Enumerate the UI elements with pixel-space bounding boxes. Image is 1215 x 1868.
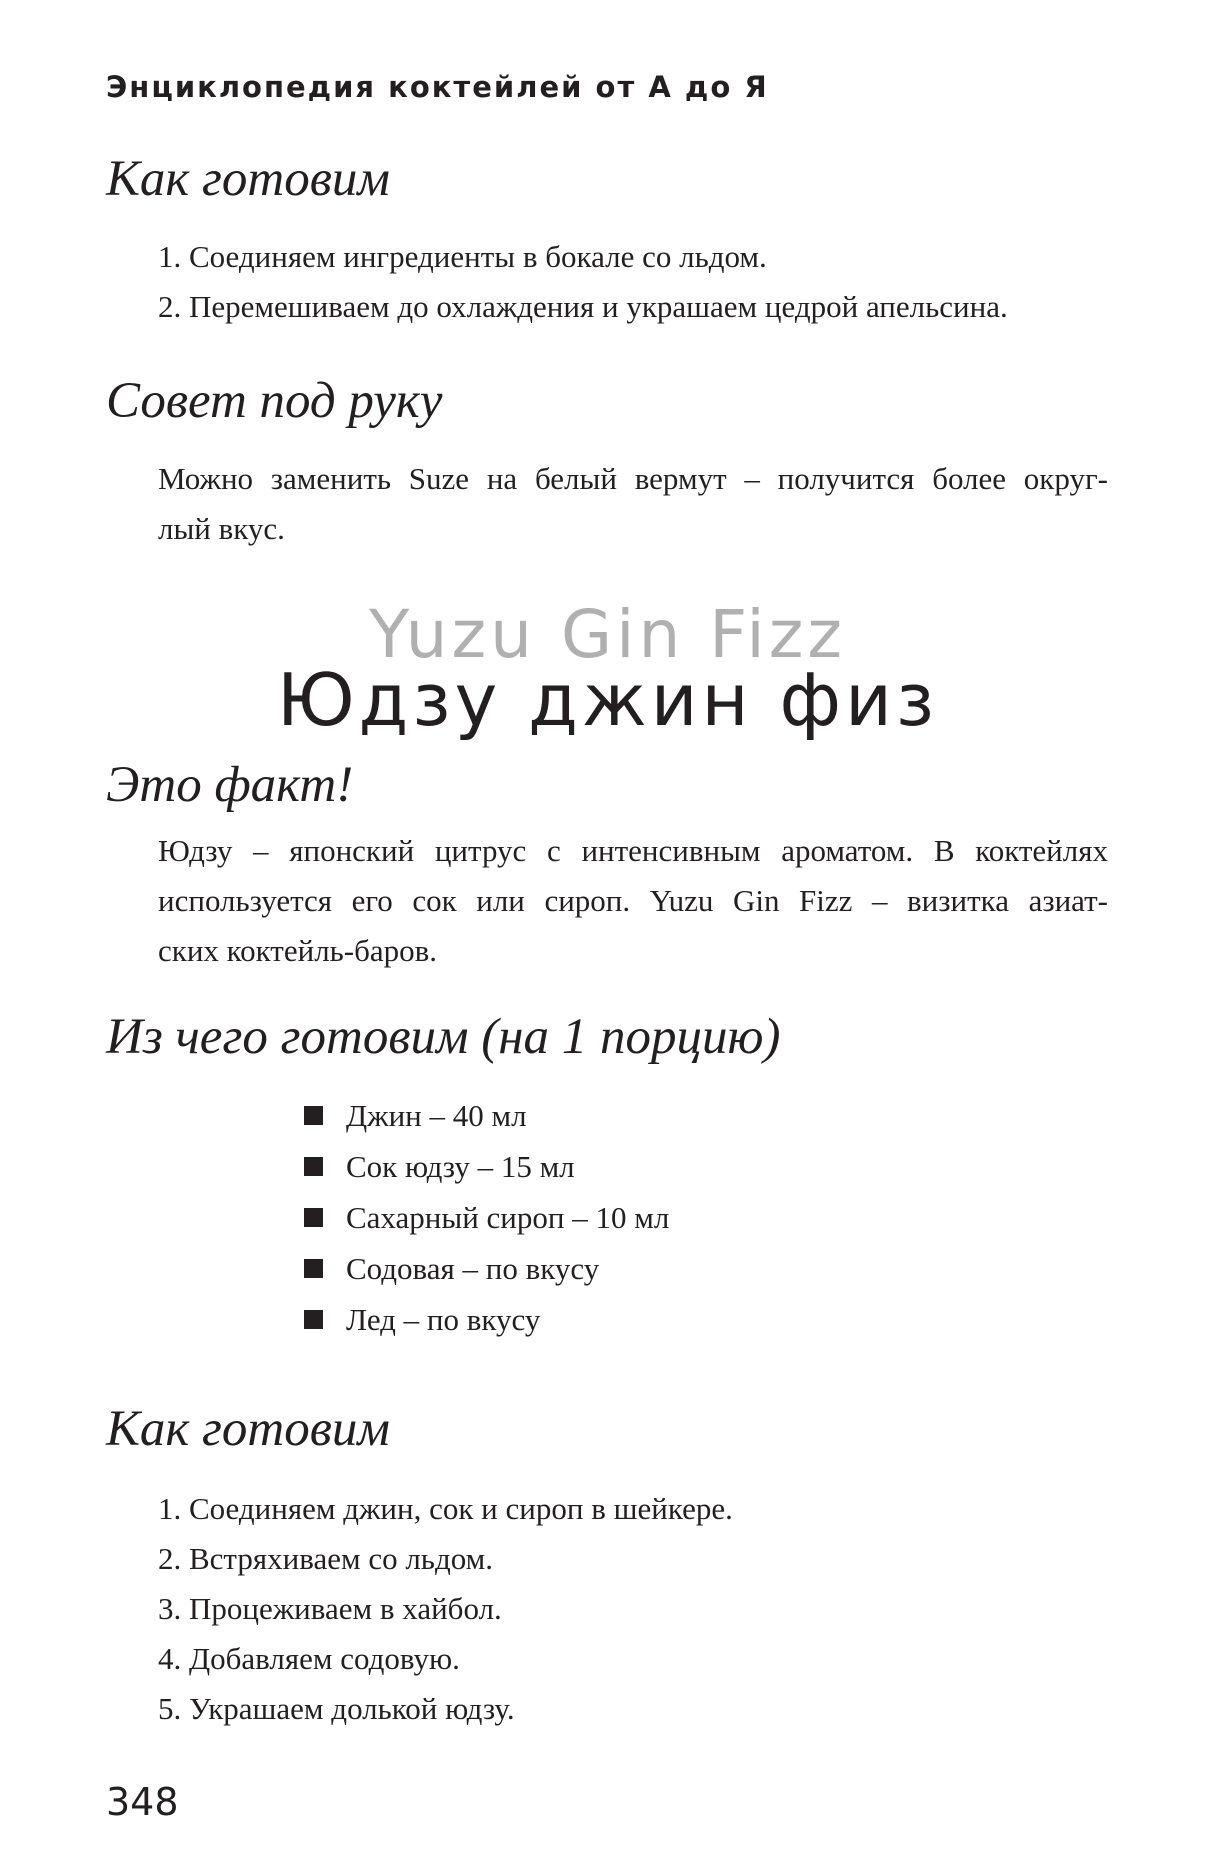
list-item: 5. Украшаем долькой юдзу. xyxy=(158,1691,515,1726)
paragraph-line: ских коктейль-баров. xyxy=(158,933,438,968)
running-header: Энциклопедия коктейлей от А до Я xyxy=(106,70,769,104)
ingredient-text: Лед – по вкусу xyxy=(346,1302,541,1337)
list-item xyxy=(304,1243,669,1294)
square-bullet-icon xyxy=(304,1208,323,1227)
ingredients-list xyxy=(304,1090,669,1345)
list-item xyxy=(304,1141,669,1192)
recipe-title-english: Yuzu Gin Fizz xyxy=(368,596,847,673)
section-heading-tip: Совет под руку xyxy=(106,373,443,429)
list-item xyxy=(304,1294,669,1345)
list-item: 1. Соединяем джин, сок и сироп в шейкере. xyxy=(158,1491,733,1526)
preparation-steps-list xyxy=(158,232,1008,332)
paragraph-line: Юдзу – японский цитрус с интенсивным ароматом. В коктейлях xyxy=(158,833,1108,868)
paragraph-line: Можно заменить Suze на белый вермут – получится более округ- xyxy=(158,461,1108,496)
ingredient-text: Сахарный сироп – 10 мл xyxy=(346,1200,670,1235)
section-heading-how-to-prepare: Как готовим xyxy=(106,151,390,207)
square-bullet-icon xyxy=(304,1157,323,1176)
square-bullet-icon xyxy=(304,1259,323,1278)
list-item xyxy=(304,1090,669,1141)
square-bullet-icon xyxy=(304,1310,323,1329)
list-item: 2. Встряхиваем со льдом. xyxy=(158,1541,493,1576)
list-item: 4. Добавляем содовую. xyxy=(158,1641,460,1676)
method-steps-list xyxy=(158,1484,733,1734)
list-item: 2. Перемешиваем до охлаждения и украшаем цедрой апельсина. xyxy=(158,289,1008,324)
ingredient-text: Содовая – по вкусу xyxy=(346,1251,600,1286)
list-item: 1. Соединяем ингредиенты в бокале со льдом. xyxy=(158,239,767,274)
section-heading-fact: Это факт! xyxy=(106,757,354,813)
paragraph-line: используется его сок или сироп. Yuzu Gin Fizz – визитка азиат- xyxy=(158,883,1108,918)
ingredient-text: Джин – 40 мл xyxy=(346,1098,527,1133)
section-heading-method: Как готовим xyxy=(106,1401,390,1457)
paragraph-line: лый вкус. xyxy=(158,511,285,546)
square-bullet-icon xyxy=(304,1106,323,1125)
list-item xyxy=(304,1192,669,1243)
section-heading-ingredients: Из чего готовим (на 1 порцию) xyxy=(106,1009,781,1065)
fact-paragraph xyxy=(158,826,1108,976)
page-number: 348 xyxy=(106,1780,179,1824)
recipe-title-russian: Юдзу джин физ xyxy=(276,658,939,742)
ingredient-text: Сок юдзу – 15 мл xyxy=(346,1149,575,1184)
tip-paragraph xyxy=(158,454,1108,554)
list-item: 3. Процеживаем в хайбол. xyxy=(158,1591,502,1626)
